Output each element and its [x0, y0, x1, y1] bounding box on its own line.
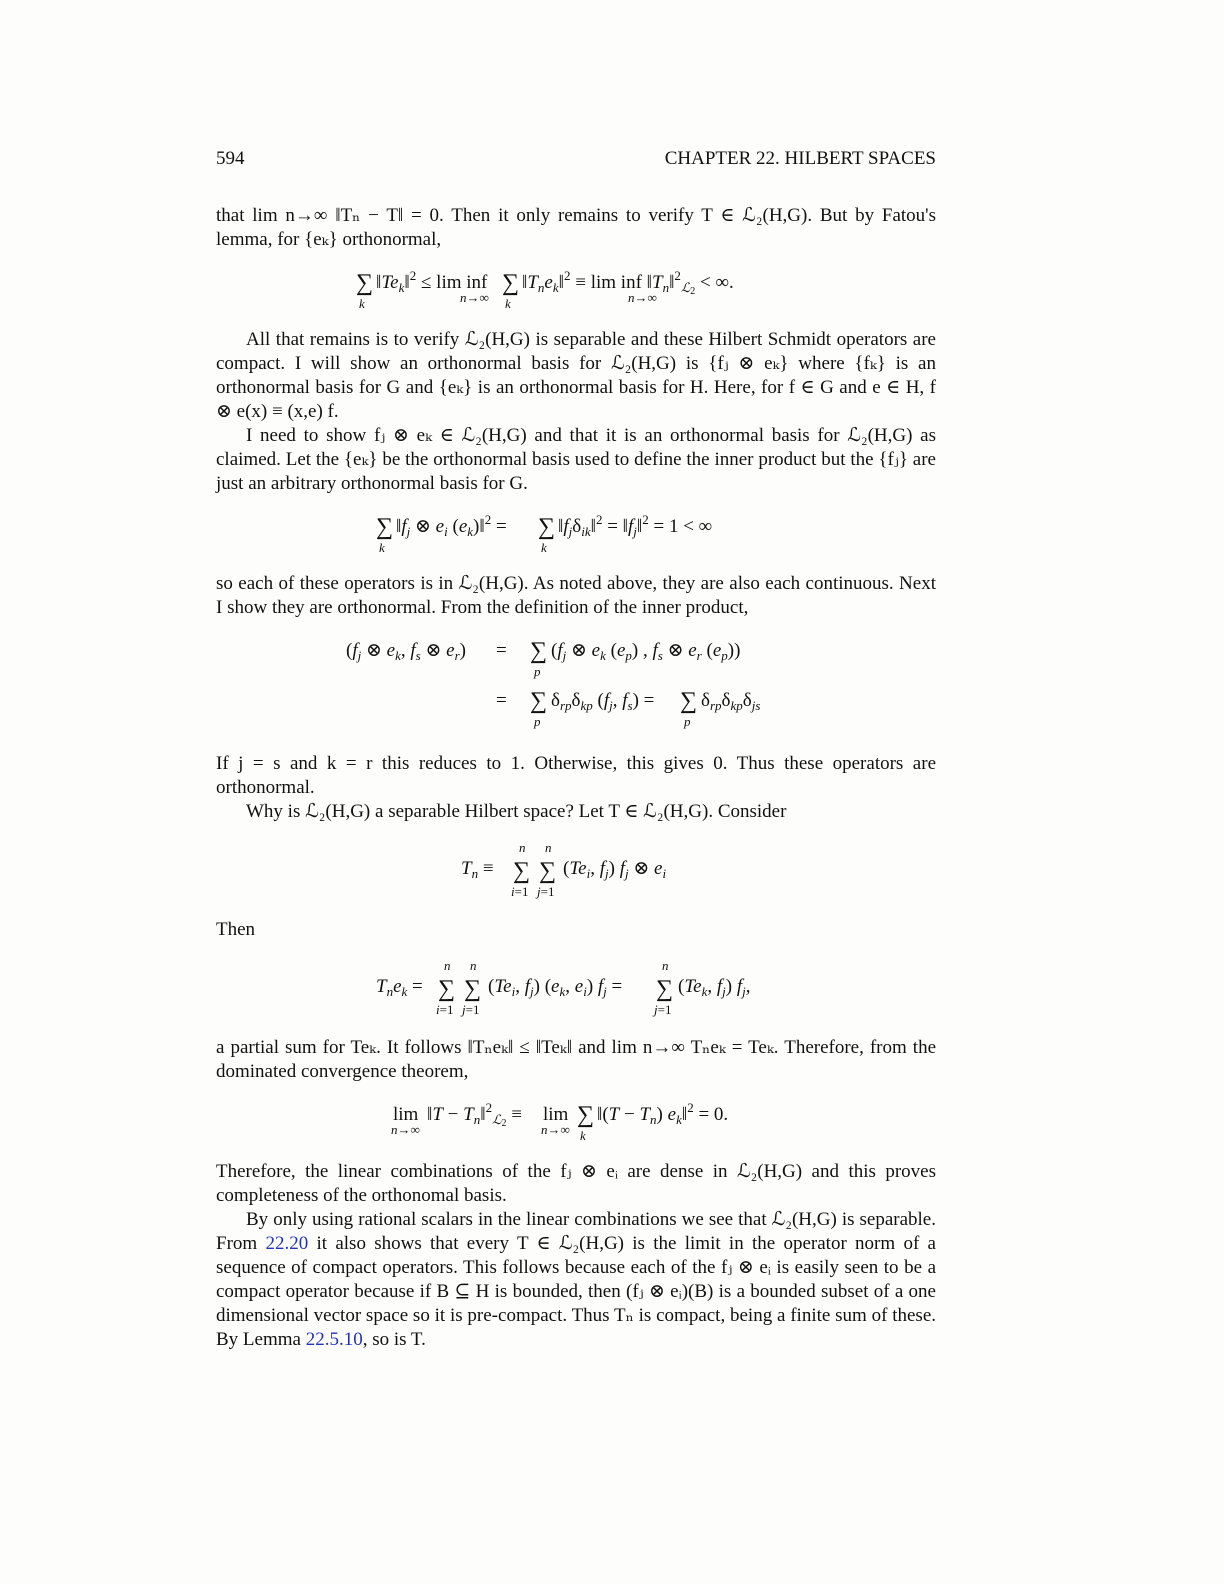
- svg-text:p: p: [534, 664, 541, 679]
- reference-link-lemma[interactable]: 22.5.10: [305, 1329, 363, 1350]
- svg-text:n: n: [519, 840, 526, 855]
- paragraph-4: so each of these operators is in ℒ₂(H,G). As noted above, they are also each continuous. Next I show they are orthonormal. From the definition of the inner product,: [216, 573, 936, 618]
- svg-text:j=1: j=1: [537, 884, 555, 899]
- svg-text:Tn ≡: $T_n$ ≡: [461, 858, 494, 881]
- svg-text:δrpδkpδjs: $\delta_{rp}\delta_{kp}\delta_{js}$: [701, 690, 761, 713]
- svg-text:n: n: [662, 958, 669, 973]
- svg-text:‖fj ⊗ ei (ek)‖2 =: $‖f_j$ ⊗ $e_i$ $(e_k)‖^2$ =: [396, 512, 507, 539]
- chapter-title: CHAPTER 22. HILBERT SPACES: [664, 148, 936, 169]
- paragraph-8: Therefore, the linear combinations of the fⱼ ⊗ eᵢ are dense in ℒ₂(H,G) and this proves completeness of the orthonomal basis.: [216, 1161, 936, 1206]
- paragraph-then: Then: [216, 919, 256, 940]
- svg-text:∑: ∑: [680, 688, 698, 714]
- svg-text:∑: ∑: [539, 858, 557, 884]
- equation-tn-definition-render: [461, 840, 691, 902]
- reference-link-22-20[interactable]: 22.20: [265, 1233, 309, 1254]
- svg-text:i=1: i=1: [436, 1002, 454, 1017]
- svg-text:lim: lim: [393, 1104, 419, 1125]
- equation-tn-ek-render: [376, 958, 776, 1020]
- svg-text:∑: ∑: [356, 270, 374, 296]
- paragraph-6: Why is ℒ₂(H,G) a separable Hilbert space? Let T ∈ ℒ₂(H,G). Consider: [246, 801, 787, 822]
- svg-text:=: =: [496, 690, 507, 711]
- svg-text:k: k: [541, 540, 547, 555]
- paragraph-7: a partial sum for Teₖ. It follows ‖Tₙeₖ‖ ≤ ‖Teₖ‖ and lim n→∞ Tₙeₖ = Teₖ. Therefore, from the dominated convergence theorem,: [216, 1037, 936, 1082]
- equation-fatou: [216, 268, 936, 312]
- svg-text:∑: ∑: [530, 638, 548, 664]
- svg-text:j=1: j=1: [462, 1002, 480, 1017]
- svg-text:∑: ∑: [656, 976, 674, 1002]
- svg-text:n→∞: n→∞: [628, 290, 657, 305]
- paragraph-1: that lim n→∞ ‖Tₙ − T‖ = 0. Then it only remains to verify T ∈ ℒ₂(H,G). But by Fatou's lemma, for {eₖ} orthonormal,: [216, 205, 936, 250]
- svg-text:k: k: [505, 296, 511, 311]
- equation-limit-render: [391, 1100, 761, 1144]
- equation-inner-product: [216, 636, 936, 736]
- svg-text:∑: ∑: [464, 976, 482, 1002]
- svg-text:n→∞: n→∞: [391, 1122, 420, 1137]
- svg-text:j=1: j=1: [654, 1002, 672, 1017]
- svg-text:i=1: i=1: [511, 884, 529, 899]
- svg-text:n: n: [545, 840, 552, 855]
- svg-text:∑: ∑: [502, 270, 520, 296]
- svg-text:=: =: [496, 640, 507, 661]
- svg-text:k: k: [359, 296, 365, 311]
- equation-norm-basis: [216, 512, 936, 556]
- svg-text:∑: ∑: [438, 976, 456, 1002]
- equation-inner-product-render: [346, 636, 806, 736]
- svg-text:‖T − Tn‖2ℒ2 ≡: ‖T − $T_n‖^2_ℒ2$ ≡: [427, 1100, 522, 1129]
- svg-text:∑: ∑: [538, 514, 556, 540]
- svg-text:Tnek =: $T_ne_k$ =: [376, 976, 423, 999]
- svg-text:(Tei, fj) fj ⊗ ei: ($Te_i$, $f_j$) $f_j$ ⊗ $e_i$: [563, 858, 667, 881]
- svg-text:δrpδkp (fj, fs) =: $\delta_{rp}\delta_{kp}$ ($f_j$, $f_s$) =: [551, 690, 655, 713]
- svg-text:(fj ⊗ ek (ep) , fs ⊗ er (ep)): ($f_j$ ⊗ $e_k$ $(e_p)$ , $f_s$ ⊗ $e_r$ $(e_p)$): [551, 640, 741, 663]
- paragraph-9-part-2: it also shows that every T ∈ ℒ₂(H,G) is the limit in the operator norm of a sequence of compact operators. This follows because each of the fⱼ ⊗ eᵢ is easily seen to be a compact operator because if B ⊆ H is bounded, then (fⱼ ⊗ eᵢ)(B) is a bounded subset of a one dimensional vector space so it is pre-compact. Thus Tₙ is compact, being a finite sum of these. By Lemma: [216, 1233, 936, 1350]
- paragraph-2: All that remains is to verify ℒ₂(H,G) is separable and these Hilbert Schmidt operators are compact. I will show an orthonormal basis for ℒ₂(H,G) is {fⱼ ⊗ eₖ} where {fₖ} is an orthonormal basis for G and {eₖ} is an orthonormal basis for H. Here, for f ∈ G and e ∈ H, f ⊗ e(x) ≡ (x,e) f.: [216, 329, 936, 422]
- svg-text:‖Tek‖2 ≤ lim inf: $‖Te_k‖^2 \le \lim$ inf: [376, 268, 488, 295]
- paragraph-5: If j = s and k = r this reduces to 1. Otherwise, this gives 0. Thus these operators are orthonormal.: [216, 753, 936, 798]
- svg-text:p: p: [684, 714, 691, 729]
- svg-text:‖Tnek‖2 ≡ lim inf ‖Tn‖2ℒ2 < ∞.: $‖T_ne_k‖^2 \equiv \lim$ inf $‖T_n‖^2_ℒ2$ < ∞.: [522, 268, 734, 297]
- svg-text:(Tei, fj) (ek, ei) fj =: ($Te_i$, $f_j$) ($e_k$, $e_i$) $f_j$ =: [488, 976, 623, 999]
- svg-text:n: n: [470, 958, 477, 973]
- svg-text:∑: ∑: [513, 858, 531, 884]
- svg-text:k: k: [580, 1128, 586, 1143]
- svg-text:∑: ∑: [530, 688, 548, 714]
- equation-tn-definition: [216, 840, 936, 902]
- paragraph-9-part-1: By only using rational scalars in the linear combinations we see that ℒ₂(H,G) is separable. From: [216, 1209, 936, 1254]
- svg-text:(Tek, fj) fj,: ($Te_k$, $f_j$) $f_j$,: [678, 976, 751, 999]
- equation-tn-ek: [216, 958, 936, 1020]
- svg-text:‖(T − Tn) ek‖2 = 0.: ‖(T − $T_n$) $e_k‖^2 = 0$.: [597, 1100, 729, 1127]
- equation-limit: [216, 1100, 936, 1144]
- running-header: [216, 148, 936, 170]
- svg-text:(fj ⊗ ek, fs ⊗ er): ($f_j$ ⊗ $e_k$, $f_s$ ⊗ $e_r$): [346, 640, 466, 663]
- svg-text:n→∞: n→∞: [541, 1122, 570, 1137]
- equation-fatou-render: [356, 268, 796, 312]
- body-text: [216, 204, 936, 1352]
- svg-text:k: k: [379, 540, 385, 555]
- paragraph-3: I need to show fⱼ ⊗ eₖ ∈ ℒ₂(H,G) and that it is an orthonormal basis for ℒ₂(H,G) as claimed. Let the {eₖ} be the orthonormal basis used to define the inner product but the {fⱼ} are just an arbitrary orthonormal basis for G.: [216, 425, 936, 494]
- svg-text:∑: ∑: [577, 1102, 595, 1128]
- svg-text:‖fjδik‖2 = ‖fj‖2 = 1 < ∞: $‖f_j\delta_{ik}‖^2$ = $‖f_j‖^2 = 1$ < ∞: [558, 512, 713, 539]
- paragraph-9-part-3: , so is T.: [362, 1329, 426, 1350]
- svg-text:n→∞: n→∞: [460, 290, 489, 305]
- svg-text:p: p: [534, 714, 541, 729]
- equation-norm-basis-render: [376, 512, 776, 556]
- paragraph-9: [216, 1208, 936, 1352]
- page-number: 594: [216, 148, 245, 169]
- svg-text:lim: lim: [543, 1104, 569, 1125]
- svg-text:∑: ∑: [376, 514, 394, 540]
- svg-text:n: n: [444, 958, 451, 973]
